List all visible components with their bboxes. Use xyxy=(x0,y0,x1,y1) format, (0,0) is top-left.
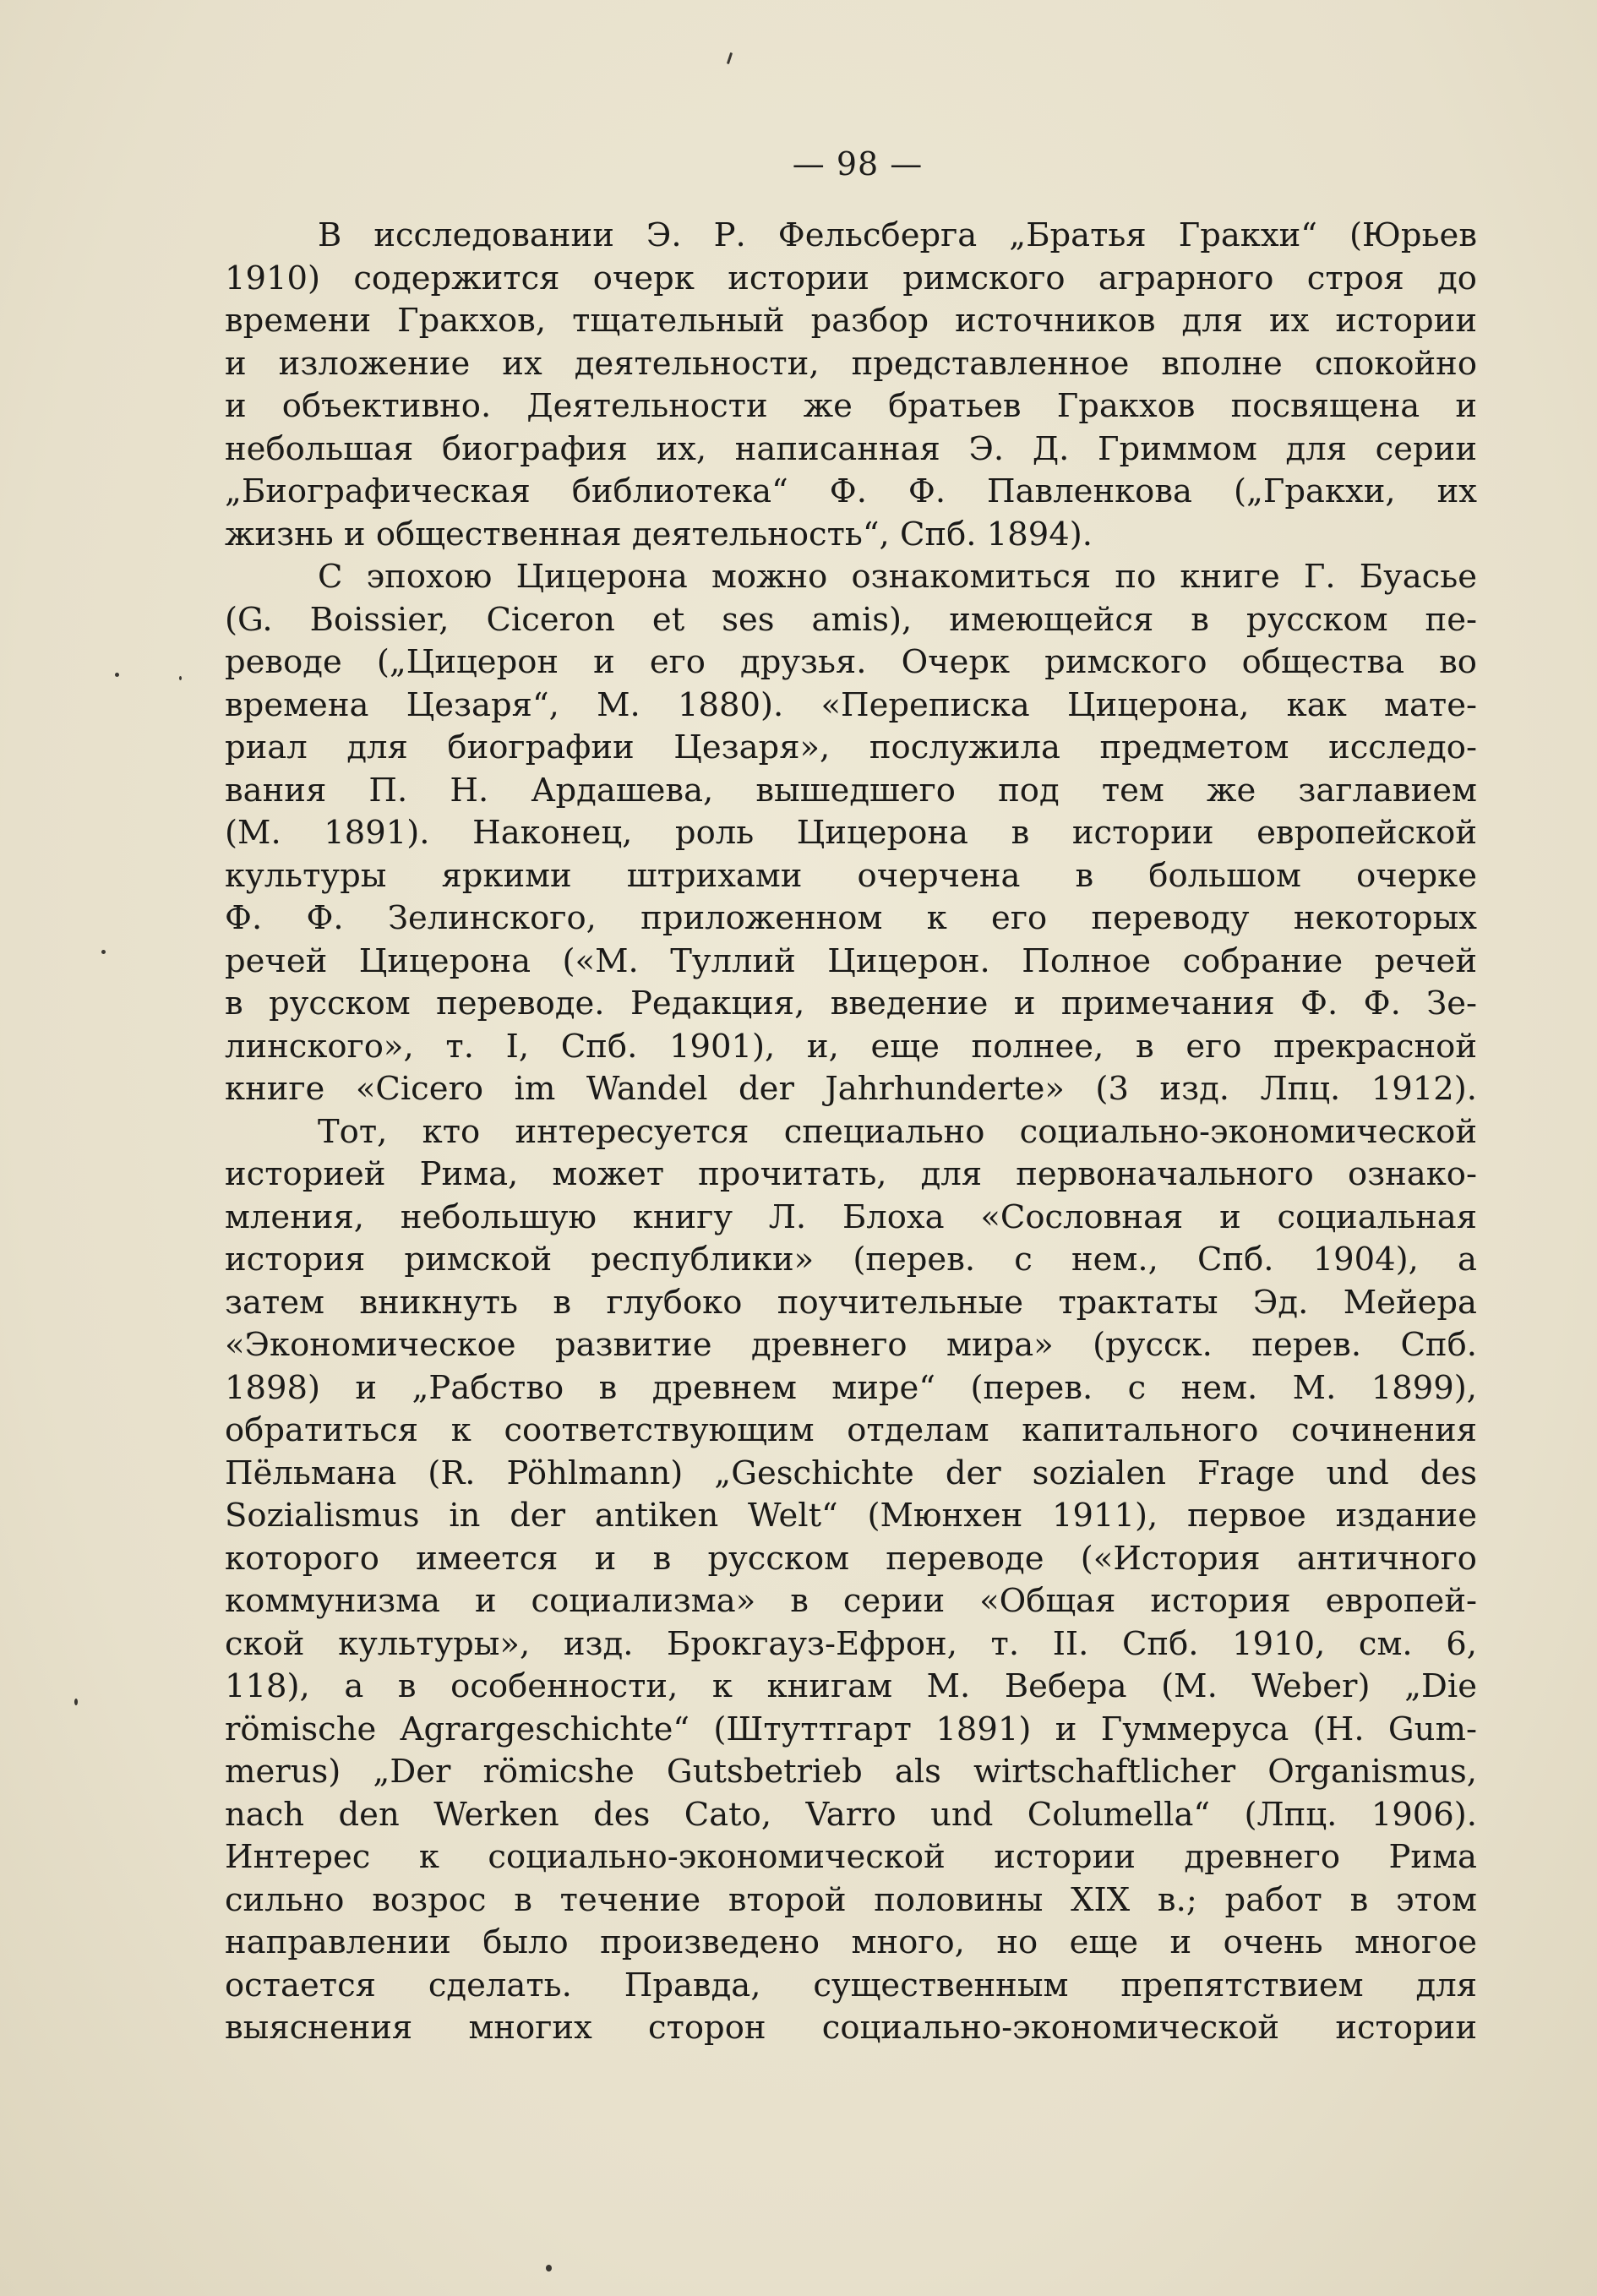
text-line: направлении было произведено много, но еще и очень многое xyxy=(225,1923,1477,1961)
text-line: Интерес к социально-экономической истории древнего Рима xyxy=(225,1838,1477,1876)
text-line: историей Рима, может прочитать, для первоначального ознако- xyxy=(225,1155,1477,1193)
text-line: обратиться к соответствующим отделам капитального сочинения xyxy=(225,1411,1477,1449)
text-line: мления, небольшую книгу Л. Блоха «Сословная и социальная xyxy=(225,1197,1477,1236)
ink-speck xyxy=(101,950,106,954)
text-line: Sozialismus in der antiken Welt“ (Мюнхен 1911), первое издание xyxy=(225,1497,1477,1535)
ink-speck xyxy=(727,52,733,64)
paragraph-gracchi xyxy=(225,215,1477,556)
text-line: С эпохою Цицерона можно ознакомиться по книге Г. Буасье xyxy=(318,558,1477,596)
ink-speck xyxy=(74,1699,78,1705)
text-line: реводе („Цицерон и его друзья. Очерк римского общества во xyxy=(225,643,1477,681)
text-line: выяснения многих сторон социально-экономической истории xyxy=(225,2009,1477,2047)
text-line: Пёльмана (R. Pöhlmann) „Geschichte der sozialen Frage und des xyxy=(225,1453,1477,1492)
text-line: культуры яркими штрихами очерчена в большом очерке xyxy=(225,856,1477,895)
text-line: времени Гракхов, тщательный разбор источников для их истории xyxy=(225,302,1477,340)
text-line: в русском переводе. Редакция, введение и примечания Ф. Ф. Зе- xyxy=(225,984,1477,1023)
text-line: römische Agrargeschichte“ (Штуттгарт 1891) и Гуммеруса (H. Gum- xyxy=(225,1710,1477,1748)
text-line: и изложение их деятельности, представленное вполне спокойно xyxy=(225,344,1477,383)
text-line: история римской республики» (перев. с нем., Спб. 1904), а xyxy=(225,1241,1477,1279)
text-line: сильно возрос в течение второй половины XIX в.; работ в этом xyxy=(225,1880,1477,1919)
text-line: В исследовании Э. Р. Фельсберга „Братья Гракхи“ (Юрьев xyxy=(318,216,1477,254)
text-line: которого имеется и в русском переводе («История античного xyxy=(225,1539,1477,1578)
text-line: и объективно. Деятельности же братьев Гракхов посвящена и xyxy=(225,387,1477,425)
text-line: небольшая биография их, написанная Э. Д. Гриммом для серии xyxy=(225,429,1477,468)
text-line: речей Цицерона («М. Туллий Цицерон. Полное собрание речей xyxy=(225,941,1477,980)
text-line: nach den Werken des Cato, Varro und Columella“ (Лпц. 1906). xyxy=(225,1795,1477,1834)
text-line: 118), а в особенности, к книгам М. Вебера (M. Weber) „Die xyxy=(225,1667,1477,1705)
text-line: вания П. Н. Ардашева, вышедшего под тем же заглавием xyxy=(225,771,1477,810)
text-line: риал для биографии Цезаря», послужила предметом исследо- xyxy=(225,728,1477,766)
paragraph-cicero xyxy=(225,556,1477,1111)
page-number: — 98 — xyxy=(792,145,924,183)
text-line: ской культуры», изд. Брокгауз-Ефрон, т. II. Спб. 1910, см. 6, xyxy=(225,1624,1477,1663)
text-line: линского», т. I, Спб. 1901), и, еще полнее, в его прекрасной xyxy=(225,1027,1477,1066)
text-line: жизнь и общественная деятельность“, Спб. 1894). xyxy=(225,515,1093,554)
ink-speck xyxy=(179,676,182,680)
text-line: 1898) и „Рабство в древнем мире“ (перев. с нем. М. 1899), xyxy=(225,1368,1477,1407)
text-line: (G. Boissier, Cicеron et ses amis), имеющейся в русском пе- xyxy=(225,600,1477,639)
text-line: «Экономическое развитие древнего мира» (русск. перев. Спб. xyxy=(225,1326,1477,1364)
ink-speck xyxy=(115,673,119,677)
text-line: 1910) содержится очерк истории римского аграрного строя до xyxy=(225,259,1477,297)
text-line: времена Цезаря“, М. 1880). «Переписка Цицерона, как мате- xyxy=(225,685,1477,724)
text-line: Тот, кто интересуется специально социально-экономической xyxy=(318,1112,1477,1151)
paragraph-social-economic xyxy=(225,1111,1477,2050)
ink-speck xyxy=(546,2265,552,2271)
text-line: Ф. Ф. Зелинского, приложенном к его переводу некоторых xyxy=(225,899,1477,937)
text-line: (М. 1891). Наконец, роль Цицерона в истории европейской xyxy=(225,814,1477,852)
text-line: merus) „Der römicshe Gutsbetrieb als wirtschaftlicher Organismus, xyxy=(225,1753,1477,1791)
text-line: затем вникнуть в глубоко поучительные трактаты Эд. Мейера xyxy=(225,1283,1477,1322)
text-line: остается сделать. Правда, существенным препятствием для xyxy=(225,1966,1477,2004)
text-line: „Биографическая библиотека“ Ф. Ф. Павленкова („Гракхи, их xyxy=(225,472,1477,510)
text-line: книге «Cicero im Wandel der Jahrhunderte» (3 изд. Лпц. 1912). xyxy=(225,1070,1477,1108)
body-text xyxy=(225,215,1477,2050)
text-line: коммунизма и социализма» в серии «Общая история европей- xyxy=(225,1582,1477,1620)
